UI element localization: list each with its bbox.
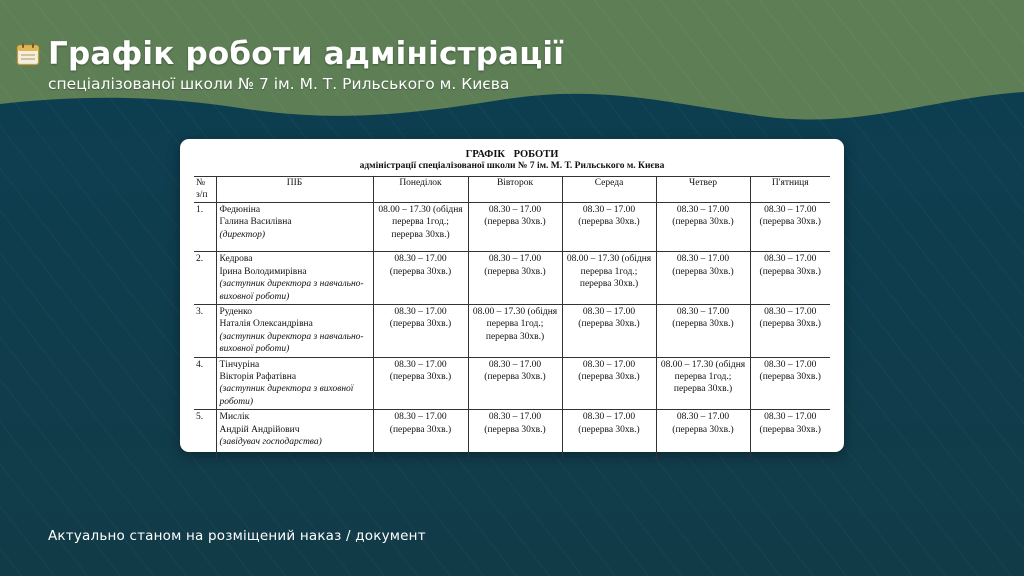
person-surname: Тінчуріна xyxy=(219,359,260,370)
person-role: (заступник директора з навчально-виховної роботи) xyxy=(219,331,364,355)
schedule-cell: 08.30 – 17.00 (перерва 30хв.) xyxy=(468,357,562,410)
table-row xyxy=(194,304,830,357)
header xyxy=(16,36,564,93)
row-number: 3. xyxy=(194,304,216,357)
page-title: Графік роботи адміністрації xyxy=(48,36,565,72)
schedule-cell: 08.30 – 17.00 (перерва 30хв.) xyxy=(562,304,656,357)
table-row xyxy=(194,357,830,410)
document-title: ГРАФІК РОБОТИ xyxy=(465,149,559,160)
header-row xyxy=(194,177,830,203)
person-role: (директор) xyxy=(219,229,266,240)
column-header-monday: Понеділок xyxy=(373,177,468,203)
schedule-cell: 08.00 – 17.30 (обідня перерва 1год.; перерва 30хв.) xyxy=(562,252,656,305)
schedule-cell: 08.30 – 17.00 (перерва 30хв.) xyxy=(562,202,656,252)
person-surname: Руденко xyxy=(219,306,252,317)
person-surname: Кедрова xyxy=(219,254,253,265)
schedule-cell: 08.30 – 17.00 (перерва 30хв.) xyxy=(750,304,830,357)
calendar-icon xyxy=(16,42,40,66)
row-number: 4. xyxy=(194,357,216,410)
person-given-name: Наталія Олександрівна xyxy=(219,319,313,330)
table-row xyxy=(194,410,830,460)
column-header-tuesday: Вівторок xyxy=(468,177,562,203)
schedule-cell: 08.30 – 17.00 (перерва 30хв.) xyxy=(468,252,562,305)
schedule-cell: 08.30 – 17.00 (перерва 30хв.) xyxy=(656,252,750,305)
table-body xyxy=(194,202,830,459)
person-cell xyxy=(216,202,373,252)
person-given-name: Галина Василівна xyxy=(219,217,292,228)
schedule-cell: 08.30 – 17.00 (перерва 30хв.) xyxy=(656,410,750,460)
schedule-cell: 08.30 – 17.00 (перерва 30хв.) xyxy=(656,202,750,252)
table-row xyxy=(194,252,830,305)
table-head xyxy=(194,177,830,203)
schedule-cell: 08.30 – 17.00 (перерва 30хв.) xyxy=(562,410,656,460)
schedule-cell: 08.30 – 17.00 (перерва 30хв.) xyxy=(373,410,468,460)
page-subtitle: спеціалізованої школи № 7 ім. М. Т. Рильського м. Києва xyxy=(48,75,510,93)
schedule-cell: 08.30 – 17.00 (перерва 30хв.) xyxy=(373,357,468,410)
schedule-cell: 08.00 – 17.30 (обідня перерва 1год.; перерва 30хв.) xyxy=(373,202,468,252)
person-role: (заступник директора з навчально-виховної роботи) xyxy=(219,279,364,302)
row-number: 5. xyxy=(196,412,204,423)
person-role: (заступник директора з виховної роботи) xyxy=(219,384,354,407)
column-header-name: ПІБ xyxy=(216,177,373,203)
schedule-cell: 08.30 – 17.00 (перерва 30хв.) xyxy=(562,357,656,410)
schedule-cell: 08.30 – 17.00 (перерва 30хв.) xyxy=(373,252,468,305)
title-row xyxy=(16,36,564,72)
person-cell xyxy=(216,304,373,357)
schedule-cell: 08.30 – 17.00 (перерва 30хв.) xyxy=(656,304,750,357)
table-row xyxy=(194,202,830,252)
schedule-cell: 08.30 – 17.00 (перерва 30хв.) xyxy=(468,410,562,460)
column-header-thursday: Четвер xyxy=(656,177,750,203)
schedule-cell: 08.00 – 17.30 (обідня перерва 1год.; перерва 30хв.) xyxy=(656,357,750,410)
person-role: (завідувач господарства) xyxy=(219,437,322,447)
column-header-wednesday: Середа xyxy=(562,177,656,203)
footer-note: Актуально станом на розміщений наказ / документ xyxy=(48,528,426,544)
person-given-name: Ірина Володимирівна xyxy=(219,266,307,277)
person-surname: Федюніна xyxy=(219,204,261,215)
schedule-document xyxy=(180,139,844,452)
row-number: 2. xyxy=(194,252,216,305)
row-number: 1. xyxy=(194,202,216,252)
person-cell xyxy=(216,357,373,410)
document-subtitle: адміністрації спеціалізованої школи № 7 ім. М. Т. Рильського м. Києва xyxy=(359,161,665,171)
person-cell xyxy=(216,410,373,460)
schedule-table xyxy=(194,176,830,459)
column-header-num: № з/п xyxy=(194,177,216,203)
schedule-cell: 08.30 – 17.00 (перерва 30хв.) xyxy=(750,357,830,410)
schedule-cell: 08.30 – 17.00 (перерва 30хв.) xyxy=(750,410,830,460)
person-surname: Мислік xyxy=(219,412,250,423)
schedule-cell: 08.00 – 17.30 (обідня перерва 1год.; перерва 30хв.) xyxy=(468,304,562,357)
person-given-name: Андрій Андрійович xyxy=(219,424,300,435)
schedule-cell: 08.30 – 17.00 (перерва 30хв.) xyxy=(750,202,830,252)
person-cell xyxy=(216,252,373,305)
person-given-name: Вікторія Рафатівна xyxy=(219,371,297,382)
schedule-cell: 08.30 – 17.00 (перерва 30хв.) xyxy=(750,252,830,305)
schedule-cell: 08.30 – 17.00 (перерва 30хв.) xyxy=(373,304,468,357)
column-header-friday: П'ятниця xyxy=(750,177,830,203)
schedule-cell: 08.30 – 17.00 (перерва 30хв.) xyxy=(468,202,562,252)
